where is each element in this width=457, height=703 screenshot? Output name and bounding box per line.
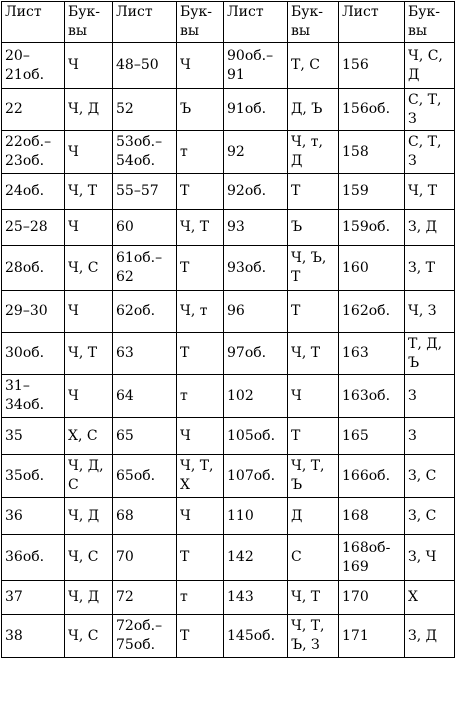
letters-cell: т (177, 375, 224, 418)
header-row (2, 2, 455, 43)
table-row (2, 333, 455, 375)
letters-cell: З (405, 418, 455, 455)
letters-cell: Ъ (288, 210, 339, 246)
column-header-letters: Бук- вы (65, 2, 113, 43)
letters-cell: Ч (177, 43, 224, 89)
table-row (2, 375, 455, 418)
folio-cell: 105об. (224, 418, 288, 455)
folio-cell: 97об. (224, 333, 288, 375)
letters-cell: Ч, С (65, 246, 113, 291)
folio-cell: 107об. (224, 455, 288, 498)
letters-cell: Т (177, 535, 224, 581)
folio-cell: 93 (224, 210, 288, 246)
folio-cell: 156 (339, 43, 405, 89)
folio-cell: 163 (339, 333, 405, 375)
folio-cell: 171 (339, 615, 405, 658)
letters-cell: Ч (177, 498, 224, 535)
letters-cell: Т (288, 418, 339, 455)
letters-cell: Ч, т (177, 291, 224, 333)
letters-cell: С (288, 535, 339, 581)
column-header-letters: Бук- вы (177, 2, 224, 43)
letters-cell: Т (177, 246, 224, 291)
folio-cell: 48–50 (113, 43, 177, 89)
folio-cell: 68 (113, 498, 177, 535)
folio-cell: 35 (2, 418, 65, 455)
table-row (2, 210, 455, 246)
letters-cell: Т, Д, Ъ (405, 333, 455, 375)
letters-cell: З, Т (405, 246, 455, 291)
folio-cell: 162об. (339, 291, 405, 333)
folio-cell: 64 (113, 375, 177, 418)
folio-cell: 22об.– 23об. (2, 131, 65, 174)
letters-cell: Т (177, 174, 224, 210)
folio-cell: 165 (339, 418, 405, 455)
folio-cell: 159 (339, 174, 405, 210)
letters-cell: Ч, Т, Ъ, З (288, 615, 339, 658)
folio-cell: 160 (339, 246, 405, 291)
folio-cell: 29–30 (2, 291, 65, 333)
folio-cell: 145об. (224, 615, 288, 658)
folio-cell: 143 (224, 581, 288, 615)
table-row (2, 455, 455, 498)
letters-cell: Ч, Д (65, 581, 113, 615)
letters-cell: Ч, Т (288, 333, 339, 375)
folio-cell: 62об. (113, 291, 177, 333)
letters-cell: Ч, Т (405, 174, 455, 210)
letters-cell: Ч (288, 375, 339, 418)
letters-cell: Ч, С (65, 615, 113, 658)
column-header-letters: Бук- вы (405, 2, 455, 43)
table-row (2, 581, 455, 615)
letters-cell: Ч, Т (65, 174, 113, 210)
letters-cell: Х, С (65, 418, 113, 455)
letters-cell: Ч (65, 131, 113, 174)
letters-cell: Ч, Т (65, 333, 113, 375)
folio-cell: 92 (224, 131, 288, 174)
folio-cell: 65 (113, 418, 177, 455)
table-row (2, 246, 455, 291)
table-row (2, 131, 455, 174)
folio-cell: 168 (339, 498, 405, 535)
folio-cell: 92об. (224, 174, 288, 210)
folio-cell: 30об. (2, 333, 65, 375)
table-body (2, 43, 455, 658)
letters-cell: т (177, 581, 224, 615)
letters-cell: С, Т, З (405, 89, 455, 131)
column-header-folio: Лист (224, 2, 288, 43)
letters-cell: Д (288, 498, 339, 535)
letters-cell: Т (288, 174, 339, 210)
letters-cell: Ч, Ъ, Т (288, 246, 339, 291)
table-row (2, 291, 455, 333)
table-row (2, 535, 455, 581)
table-row (2, 418, 455, 455)
letters-cell: З, Ч (405, 535, 455, 581)
folio-cell: 91об. (224, 89, 288, 131)
folio-cell: 22 (2, 89, 65, 131)
folio-cell: 52 (113, 89, 177, 131)
folio-cell: 28об. (2, 246, 65, 291)
folio-cell: 90об.– 91 (224, 43, 288, 89)
folio-cell: 168об- 169 (339, 535, 405, 581)
letters-cell: З, Д (405, 210, 455, 246)
folio-cell: 38 (2, 615, 65, 658)
folio-cell: 170 (339, 581, 405, 615)
letters-cell: Ч, С (65, 535, 113, 581)
letters-cell: Ч (65, 210, 113, 246)
folio-cell: 60 (113, 210, 177, 246)
folio-cell: 61об.– 62 (113, 246, 177, 291)
folio-cell: 166об. (339, 455, 405, 498)
column-header-letters: Бук- вы (288, 2, 339, 43)
letters-cell: Х (405, 581, 455, 615)
letters-cell: Ч, З (405, 291, 455, 333)
letters-cell: Ч, Д, С (65, 455, 113, 498)
folio-cell: 70 (113, 535, 177, 581)
folio-cell: 25–28 (2, 210, 65, 246)
folio-cell: 53об.– 54об. (113, 131, 177, 174)
folio-cell: 35об. (2, 455, 65, 498)
letters-cell: З (405, 375, 455, 418)
folio-cell: 163об. (339, 375, 405, 418)
letters-cell: Ч, Т (288, 581, 339, 615)
folio-cell: 37 (2, 581, 65, 615)
folio-cell: 93об. (224, 246, 288, 291)
column-header-folio: Лист (113, 2, 177, 43)
column-header-folio: Лист (339, 2, 405, 43)
letters-cell: Т, С (288, 43, 339, 89)
folio-cell: 31– 34об. (2, 375, 65, 418)
letters-cell: Ч, Т (177, 210, 224, 246)
letters-cell: Ч, Т, Ъ (288, 455, 339, 498)
letters-cell: Ч, С, Д (405, 43, 455, 89)
letters-cell: Ч (65, 291, 113, 333)
folio-cell: 96 (224, 291, 288, 333)
letters-cell: Т (288, 291, 339, 333)
folio-cell: 159об. (339, 210, 405, 246)
letters-cell: Ч, Т, Х (177, 455, 224, 498)
letters-cell: З, С (405, 498, 455, 535)
folio-cell: 65об. (113, 455, 177, 498)
letters-cell: Ч (177, 418, 224, 455)
folio-cell: 72 (113, 581, 177, 615)
folio-letters-table (1, 1, 455, 658)
table-row (2, 174, 455, 210)
column-header-folio: Лист (2, 2, 65, 43)
table-row (2, 43, 455, 89)
folio-cell: 24об. (2, 174, 65, 210)
folio-cell: 36 (2, 498, 65, 535)
folio-cell: 72об.– 75об. (113, 615, 177, 658)
letters-cell: С, Т, З (405, 131, 455, 174)
folio-cell: 63 (113, 333, 177, 375)
letters-cell: З, С (405, 455, 455, 498)
table-row (2, 615, 455, 658)
folio-cell: 102 (224, 375, 288, 418)
folio-cell: 36об. (2, 535, 65, 581)
letters-cell: Т (177, 615, 224, 658)
folio-cell: 55–57 (113, 174, 177, 210)
folio-cell: 156об. (339, 89, 405, 131)
folio-cell: 20– 21об. (2, 43, 65, 89)
table-row (2, 498, 455, 535)
folio-cell: 110 (224, 498, 288, 535)
letters-cell: Ч (65, 375, 113, 418)
letters-cell: Ъ (177, 89, 224, 131)
folio-cell: 158 (339, 131, 405, 174)
letters-cell: Ч, Д (65, 89, 113, 131)
letters-cell: Т (177, 333, 224, 375)
table-row (2, 89, 455, 131)
letters-cell: Ч, т, Д (288, 131, 339, 174)
letters-cell: Ч (65, 43, 113, 89)
folio-cell: 142 (224, 535, 288, 581)
letters-cell: Д, Ъ (288, 89, 339, 131)
letters-cell: З, Д (405, 615, 455, 658)
letters-cell: т (177, 131, 224, 174)
letters-cell: Ч, Д (65, 498, 113, 535)
